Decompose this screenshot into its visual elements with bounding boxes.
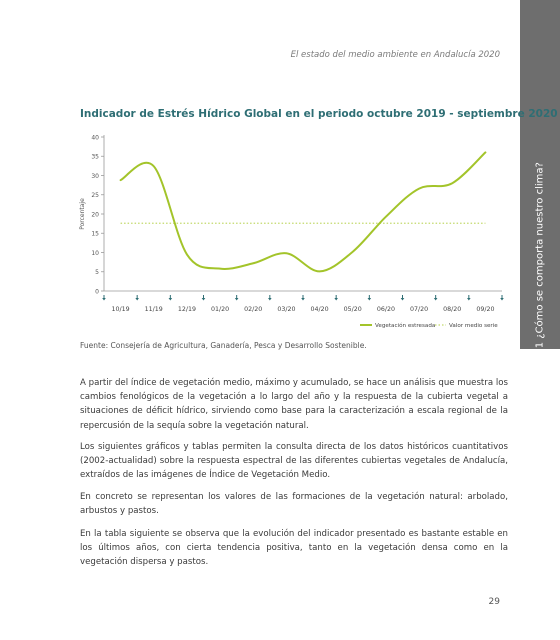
x-tick-label: 04/20: [310, 306, 329, 313]
x-tick-label: 12/19: [177, 306, 196, 313]
x-tick-label: 08/20: [443, 306, 462, 313]
x-tick-label: 09/20: [476, 306, 495, 313]
legend-label-stressed: Vegetación estresada: [375, 323, 436, 329]
x-boundary-arrow: [102, 298, 106, 301]
x-boundary-arrow: [202, 298, 206, 301]
y-tick-label: 10: [91, 249, 99, 257]
y-tick-label: 5: [95, 269, 99, 277]
x-tick-label: 02/20: [244, 306, 263, 313]
x-tick-label: 03/20: [277, 306, 296, 313]
y-tick-label: 20: [91, 211, 99, 219]
x-tick-label: 11/19: [144, 306, 163, 313]
paragraph-1: A partir del índice de vegetación medio, máximo y acumulado, se hace un análisis que muestra los cambios fenológicos de la vegetación a lo largo del año y la respuesta de la cubierta vegetal a situaciones de déficit hídrico, sirviendo como base para la caracterización a escala regional de la repercusión de la sequía sobre la vegetación natural.: [80, 378, 508, 431]
y-tick-label: 0: [95, 288, 99, 296]
figure-title: Indicador de Estrés Hídrico Global en el periodo octubre 2019 - septiembre 2020: [80, 108, 558, 120]
page-number: 29: [488, 597, 500, 607]
chapter-side-tab-label: 1.1 ¿Cómo se comporta nuestro clima?: [534, 162, 546, 358]
x-boundary-arrow: [334, 298, 338, 301]
x-tick-label: 05/20: [343, 306, 362, 313]
legend-label-mean: Valor medio serie: [449, 323, 498, 329]
paragraph-3: En concreto se representan los valores de las formaciones de la vegetación natural: arbolado, arbustos y pastos.: [80, 492, 508, 517]
x-boundary-arrow: [434, 298, 438, 301]
running-header: El estado del medio ambiente en Andalucía 2020: [290, 50, 500, 60]
figure-source: Fuente: Consejería de Agricultura, Ganadería, Pesca y Desarrollo Sostenible.: [80, 341, 367, 350]
x-boundary-arrow: [235, 298, 239, 301]
y-axis-label: Porcentaje: [79, 198, 86, 230]
paragraph-2: Los siguientes gráficos y tablas permiten la consulta directa de los datos históricos cuantitativos (2002-actualidad) sobre la respuesta espectral de las diferentes cubiertas vegetales de Andalucía, extraídos de las imágenes de Índice de Vegetación Medio.: [80, 442, 508, 481]
x-tick-label: 01/20: [211, 306, 230, 313]
chapter-side-tab[interactable]: [520, 0, 560, 358]
x-tick-label: 07/20: [410, 306, 429, 313]
x-boundary-arrow: [301, 298, 305, 301]
x-tick-label: 06/20: [376, 306, 395, 313]
y-tick-label: 30: [91, 172, 99, 180]
x-boundary-arrow: [135, 298, 139, 301]
x-boundary-arrow: [500, 298, 504, 301]
stress-line-chart: [72, 128, 512, 333]
x-boundary-arrow: [368, 298, 372, 301]
x-boundary-arrow: [268, 298, 272, 301]
y-tick-label: 35: [91, 153, 99, 161]
x-boundary-arrow: [467, 298, 471, 301]
y-tick-label: 25: [91, 192, 99, 200]
stressed-vegetation-line: [121, 152, 486, 271]
x-tick-label: 10/19: [111, 306, 130, 313]
y-tick-label: 40: [91, 134, 99, 142]
x-boundary-arrow: [169, 298, 173, 301]
paragraph-4: En la tabla siguiente se observa que la evolución del indicador presentado es bastante estable en los últimos años, con cierta tendencia positiva, tanto en la vegetación densa como en la vegetación dispersa y pastos.: [80, 529, 508, 568]
y-tick-label: 15: [91, 230, 99, 238]
x-boundary-arrow: [401, 298, 405, 301]
